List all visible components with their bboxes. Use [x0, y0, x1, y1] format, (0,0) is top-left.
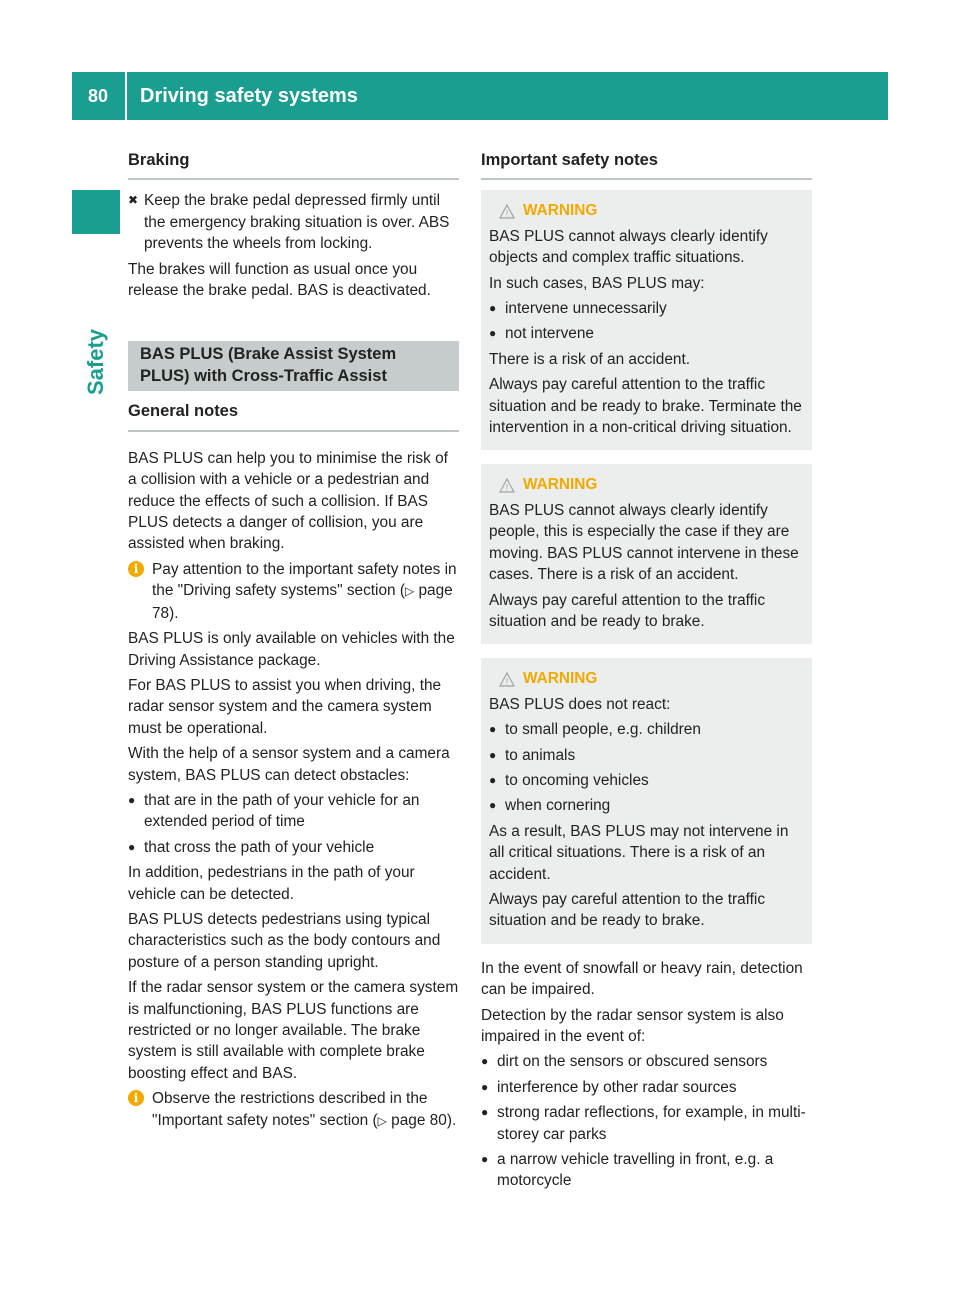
list-item	[128, 790, 459, 833]
braking-step-text: Keep the brake pedal depressed firmly until the emergency braking situation is over. ABS prevents the wheels from locking.	[144, 192, 450, 253]
side-color-block	[72, 190, 120, 234]
list-item	[128, 837, 459, 858]
warning-text: As a result, BAS PLUS may not intervene in all critical situations. There is a risk of an accident.	[489, 822, 789, 883]
warning-text: BAS PLUS cannot always clearly identify people, this is especially the case if they are moving. BAS PLUS cannot intervene in these cases. There is a risk of an accident.	[489, 501, 799, 584]
paragraph-7: If the radar sensor system or the camera system is malfunctioning, BAS PLUS functions are restricted or no longer available. The brake system is still available with complete brake boosting effect and BAS.	[128, 979, 459, 1082]
paragraph-5: In addition, pedestrians in the path of your vehicle can be detected.	[128, 864, 415, 903]
paragraph-6: BAS PLUS detects pedestrians using typical characteristics such as the body contours and posture of a person standing upright.	[128, 910, 441, 971]
bullet-icon: ●	[489, 798, 497, 813]
warning-text: Always pay careful attention to the traffic situation and be ready to brake. Terminate the intervention in a non-critical driving situation.	[489, 376, 802, 437]
info-note-1	[128, 559, 459, 624]
warning-title: WARNING	[523, 476, 598, 494]
bullet-icon: ●	[489, 326, 497, 341]
bullet-icon: ●	[489, 772, 497, 787]
paragraph-radar: Detection by the radar sensor system is also impaired in the event of:	[481, 1006, 784, 1045]
info-note-2	[128, 1088, 459, 1132]
paragraph-3: For BAS PLUS to assist you when driving, the radar sensor system and the camera system must be operational.	[128, 676, 442, 737]
list-item	[481, 1077, 812, 1098]
warning-text: Always pay careful attention to the traffic situation and be ready to brake.	[489, 890, 766, 930]
warning-box-1	[481, 190, 812, 450]
warning-header	[489, 200, 804, 221]
warning-box-3	[481, 658, 812, 943]
bullet-icon: ●	[481, 1152, 489, 1167]
important-safety-heading: Important safety notes	[481, 150, 812, 180]
step-arrow-icon: ✖	[128, 193, 139, 208]
list-item-text: dirt on the sensors or obscured sensors	[497, 1053, 768, 1071]
header-title: Driving safety systems	[140, 84, 358, 107]
bullet-icon: ●	[481, 1079, 489, 1094]
list-item-text: when cornering	[505, 797, 611, 815]
section-banner: BAS PLUS (Brake Assist System PLUS) with Cross-Traffic Assist	[128, 341, 459, 391]
list-item	[489, 795, 804, 816]
list-item-text: intervene unnecessarily	[505, 300, 667, 318]
list-item	[489, 770, 804, 791]
list-item-text: to small people, e.g. children	[505, 721, 701, 739]
braking-step	[128, 190, 459, 254]
paragraph-snowfall: In the event of snowfall or heavy rain, detection can be impaired.	[481, 959, 803, 999]
bullet-icon: ●	[481, 1105, 489, 1120]
bullet-icon: ●	[128, 839, 136, 854]
list-item	[489, 745, 804, 766]
list-item	[489, 298, 804, 319]
info-note-1-text: Pay attention to the important safety notes in the "Driving safety systems" section (	[152, 560, 457, 600]
bullet-icon: ●	[128, 792, 136, 807]
header-divider	[125, 72, 127, 120]
page-reference-arrow-icon: ▷	[404, 584, 415, 599]
info-note-2-text: Observe the restrictions described in the "Important safety notes" section (	[152, 1090, 428, 1129]
list-item	[481, 1051, 812, 1072]
warning-title: WARNING	[523, 670, 598, 688]
warning-box-2	[481, 464, 812, 644]
warning-triangle-icon	[499, 478, 515, 493]
bullet-icon: ●	[481, 1054, 489, 1069]
braking-heading: Braking	[128, 150, 459, 180]
paragraph-2: BAS PLUS is only available on vehicles with the Driving Assistance package.	[128, 630, 455, 669]
warning-triangle-icon	[499, 204, 515, 219]
list-item-text: to animals	[505, 746, 576, 764]
list-item-text: to oncoming vehicles	[505, 771, 649, 789]
list-item-text: interference by other radar sources	[497, 1078, 737, 1096]
info-icon: i	[128, 1090, 144, 1106]
right-column	[481, 150, 812, 1196]
page-reference-78[interactable]: page 78	[152, 582, 453, 622]
warning-header	[489, 668, 804, 689]
bullet-icon: ●	[489, 301, 497, 316]
general-notes-heading: General notes	[128, 401, 459, 431]
list-item	[481, 1149, 812, 1192]
bullet-icon: ●	[489, 747, 497, 762]
page-reference-arrow-icon: ▷	[377, 1113, 387, 1128]
info-icon: i	[128, 561, 144, 577]
side-tab-label: Safety	[83, 328, 109, 396]
list-item-text: strong radar reflections, for example, in multi-storey car parks	[497, 1104, 806, 1143]
braking-paragraph: The brakes will function as usual once you release the brake pedal. BAS is deactivated.	[128, 260, 431, 300]
svg-text:!: !	[505, 208, 509, 219]
warning-triangle-icon	[499, 672, 515, 687]
list-item-text: that cross the path of your vehicle	[144, 838, 375, 856]
left-column	[128, 150, 459, 1136]
list-item	[489, 719, 804, 740]
paragraph-4: With the help of a sensor system and a camera system, BAS PLUS can detect obstacles:	[128, 745, 450, 784]
svg-text:!: !	[505, 676, 509, 687]
bullet-icon: ●	[489, 722, 497, 737]
info-note-1-end: ).	[169, 604, 179, 622]
warning-text: BAS PLUS does not react:	[489, 695, 671, 713]
page-number: 80	[87, 85, 109, 106]
warning-text: Always pay careful attention to the traffic situation and be ready to brake.	[489, 591, 766, 630]
page-reference-80[interactable]: page 80	[391, 1111, 447, 1129]
warning-text: In such cases, BAS PLUS may:	[489, 274, 705, 292]
list-item	[481, 1102, 812, 1145]
warning-header	[489, 474, 804, 495]
warning-text: BAS PLUS cannot always clearly identify objects and complex traffic situations.	[489, 227, 768, 267]
warning-title: WARNING	[523, 202, 598, 220]
list-item-text: not intervene	[505, 325, 594, 343]
paragraph-1: BAS PLUS can help you to minimise the risk of a collision with a vehicle or a pedestrian and reduce the effects of such a collision. If BAS PLUS detects a danger of collision, you are assisted when braking.	[128, 449, 448, 553]
side-tab	[80, 322, 112, 402]
list-item-text: that are in the path of your vehicle for an extended period of time	[144, 791, 420, 831]
list-item	[489, 323, 804, 344]
svg-text:!: !	[505, 482, 509, 493]
warning-text: There is a risk of an accident.	[489, 350, 691, 368]
list-item-text: a narrow vehicle travelling in front, e.g. a motorcycle	[497, 1151, 774, 1190]
info-note-2-end: ).	[446, 1111, 457, 1129]
